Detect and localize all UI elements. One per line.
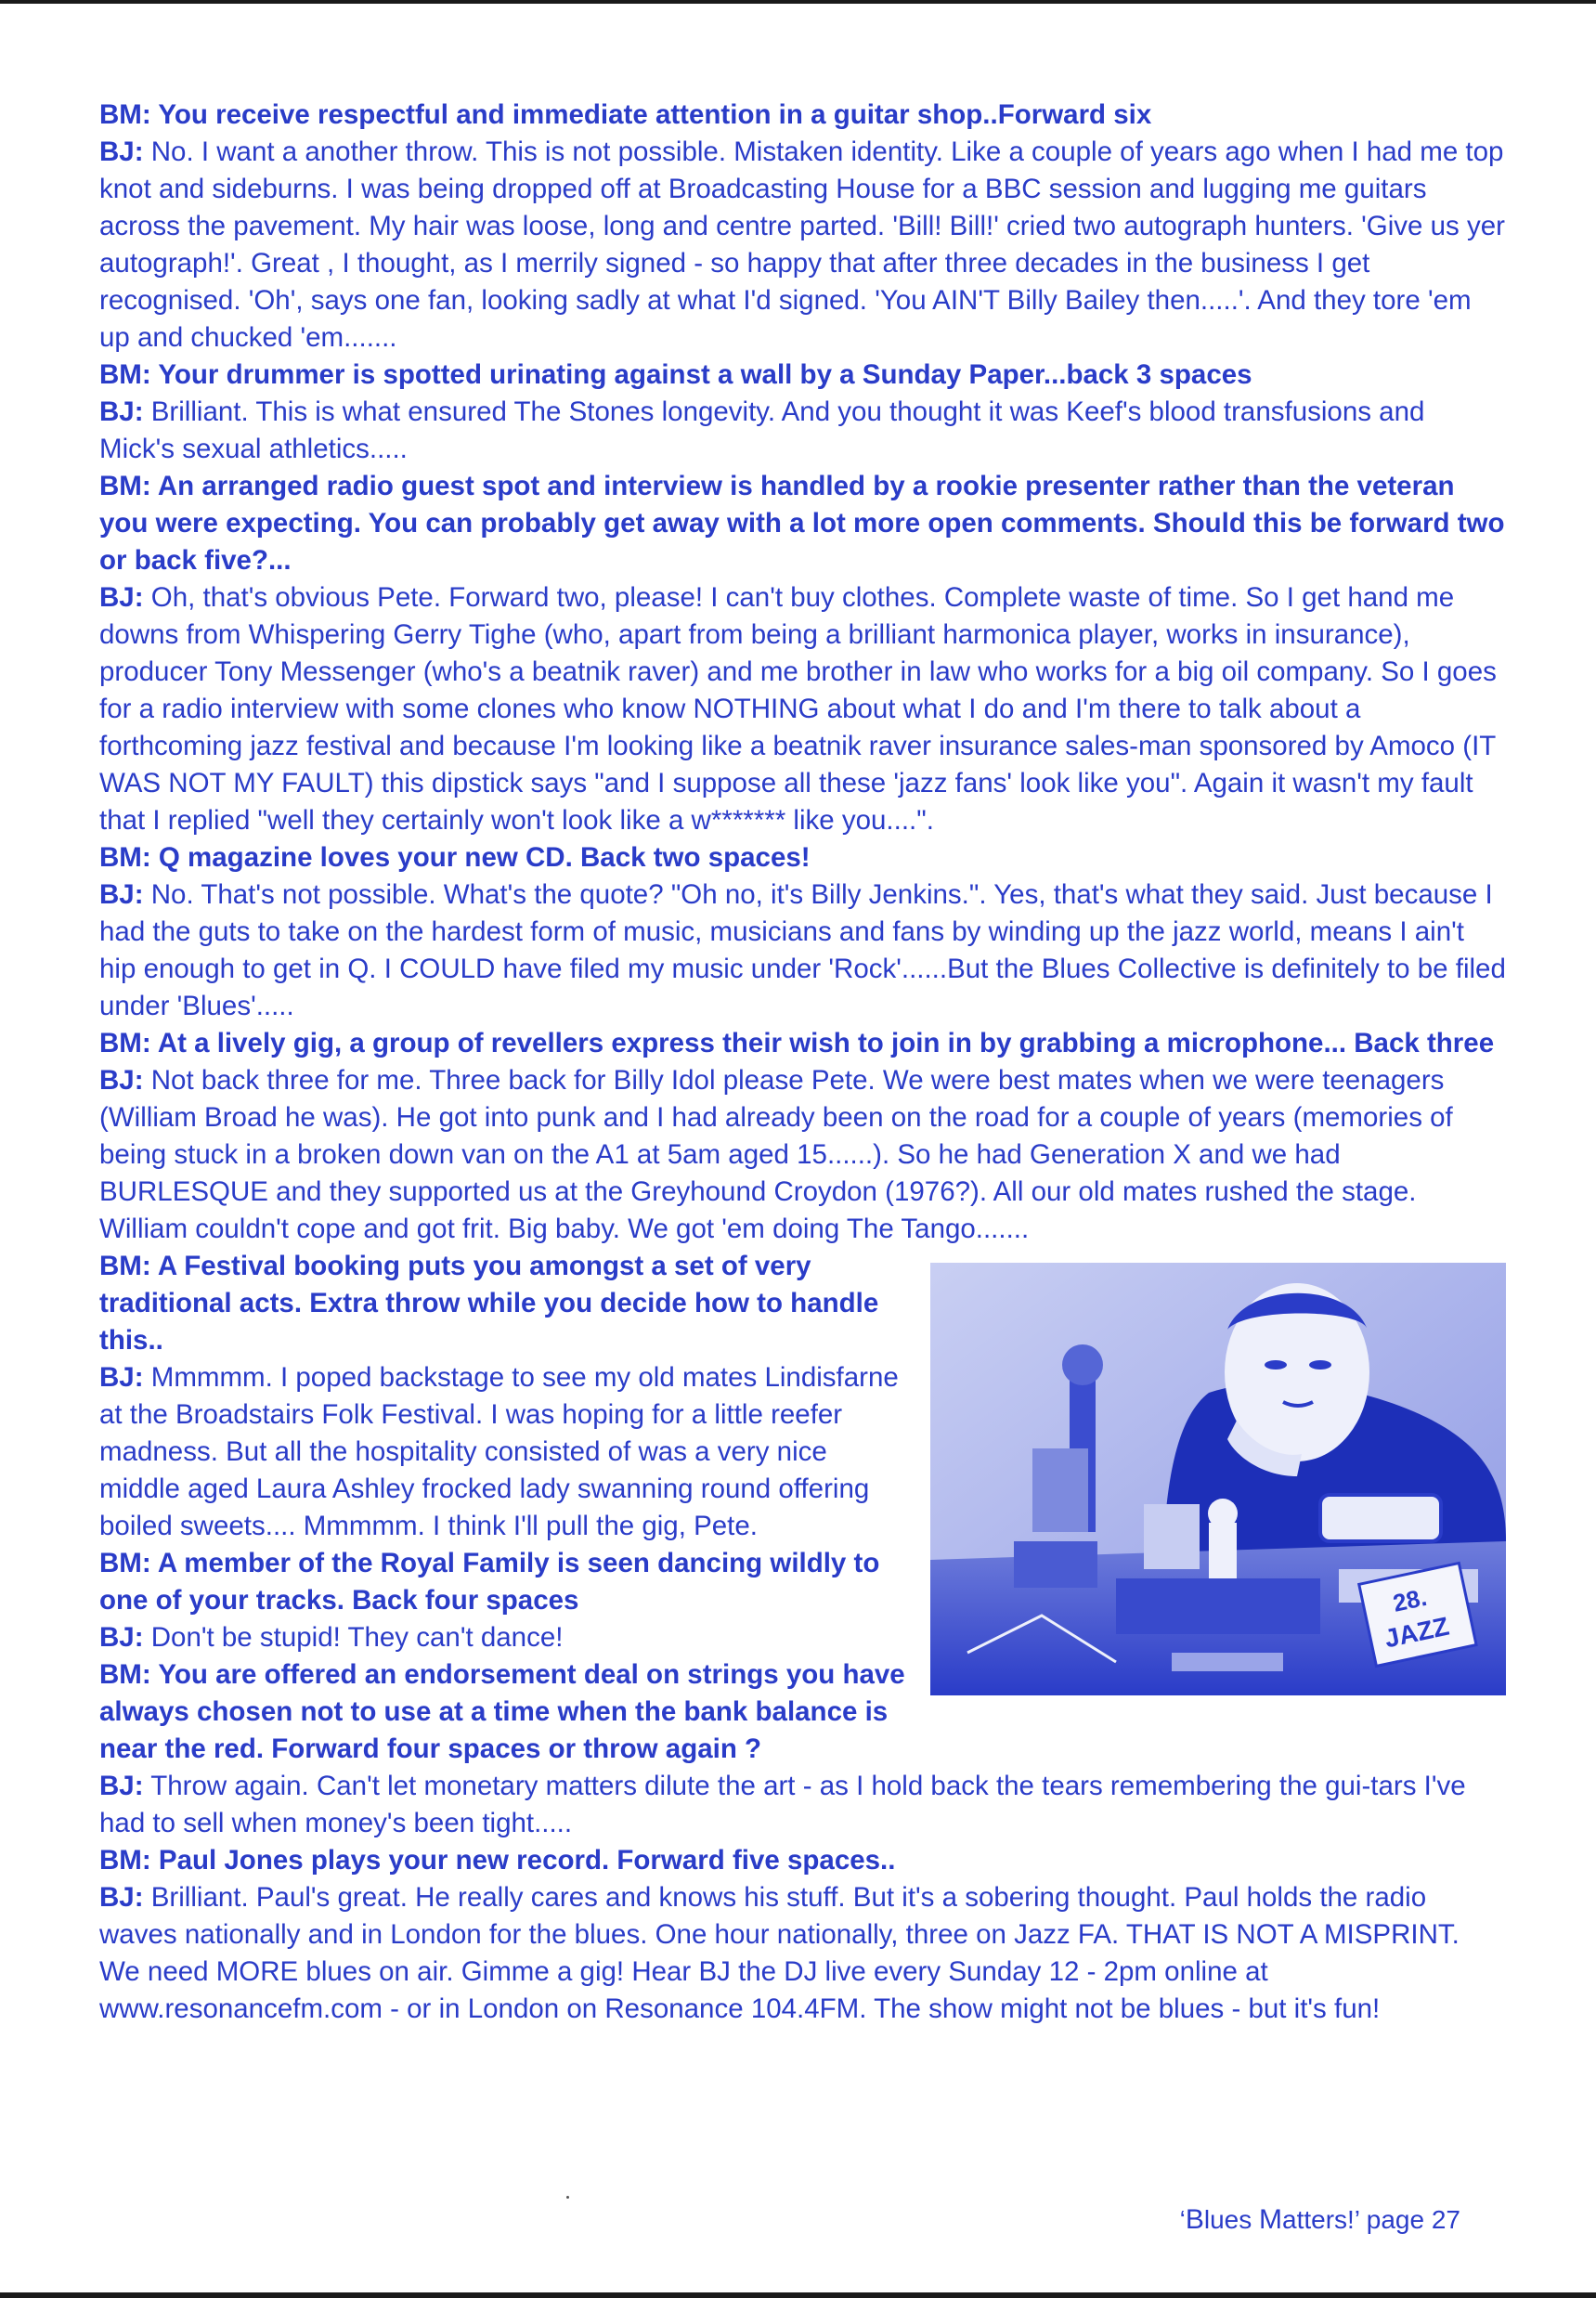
interview-question (99, 839, 1506, 876)
speaker-label: BJ: (99, 582, 144, 613)
interview-answer (99, 876, 1506, 1025)
speaker-label: BM: (99, 1659, 151, 1690)
interview-answer (99, 134, 1506, 357)
footer-lues: lues (1203, 2205, 1259, 2234)
answer-text: Don't be stupid! They can't dance! (150, 1622, 564, 1653)
speaker-label: BM: (99, 1548, 151, 1578)
interview-answer (99, 1062, 1506, 1248)
article-body (99, 97, 1506, 2028)
interview-section-top (99, 97, 1506, 1248)
question-text: Your drummer is spotted urinating against a wall by a Sunday Paper...back 3 spaces (158, 359, 1252, 390)
speaker-label: BM: (99, 471, 151, 501)
footer-m: M (1259, 2204, 1282, 2235)
speaker-label: BM: (99, 99, 151, 130)
interview-question (99, 357, 1506, 394)
answer-text: Not back three for me. Three back for Billy Idol please Pete. We were best mates when we were teenagers (William Broad he was). He got into punk and I had already been on the road for a couple of years (memories of being stuck in a broken down van on the A1 at 5am aged 15......). So he had Generation X and we had BURLESQUE and they supported us at the Greyhound Croydon (1976?). All our old mates rushed the stage. William couldn't cope and got frit. Big baby. We got 'em doing The Tango....... (99, 1065, 1453, 1244)
question-text: Q magazine loves your new CD. Back two spaces! (158, 842, 811, 873)
speaker-label: BJ: (99, 1362, 144, 1393)
photo-billy-jenkins (930, 1263, 1506, 1695)
interview-question (99, 1842, 1506, 1879)
footer-b: B (1185, 2204, 1204, 2235)
speaker-label: BM: (99, 1845, 151, 1876)
footer-open-quote: ‘ (1179, 2205, 1186, 2234)
answer-text: Brilliant. This is what ensured The Stones longevity. And you thought it was Keef's blood transfusions and Mick's sexual athletics..... (99, 396, 1425, 464)
interview-question (99, 97, 1506, 134)
page-footer (1180, 2204, 1460, 2236)
speaker-label: BM: (99, 1028, 151, 1058)
interview-question (99, 1025, 1506, 1062)
footer-page-number: page 27 (1359, 2205, 1460, 2234)
question-text: You are offered an endorsement deal on strings you have always chosen not to use at a time when the bank balance is near the red. Forward four spaces or throw again ? (99, 1659, 905, 1764)
calendar-number: 28. (1390, 1582, 1430, 1617)
speaker-label: BJ: (99, 1771, 144, 1801)
question-text: You receive respectful and immediate attention in a guitar shop..Forward six (158, 99, 1152, 130)
speaker-label: BJ: (99, 879, 144, 910)
speaker-label: BM: (99, 1251, 151, 1281)
answer-text: No. I want a another throw. This is not possible. Mistaken identity. Like a couple of years ago when I had me top knot and sideburns. I was being dropped off at Broadcasting House for a BBC session and lugging me guitars across the pavement. My hair was loose, long and centre parted. 'Bill! Bill!' cried two autograph hunters. 'Give us yer autograph!'. Great , I thought, as I merrily signed - so happy that after three decades in the business I get recognised. 'Oh', says one fan, looking sadly at what I'd signed. 'You AIN'T Billy Bailey then.....'. And they tore 'em up and chucked 'em....... (99, 136, 1505, 353)
interview-question (99, 468, 1506, 579)
question-text: At a lively gig, a group of revellers express their wish to join in by grabbing a microphone... Back three (157, 1028, 1495, 1058)
interview-answer (99, 579, 1506, 839)
question-text: A member of the Royal Family is seen dancing wildly to one of your tracks. Back four spaces (99, 1548, 880, 1616)
interview-answer (99, 1768, 1506, 1842)
photo-wrap-section (99, 1248, 1506, 2028)
answer-text: No. That's not possible. What's the quote? "Oh no, it's Billy Jenkins.". Yes, that's what they said. Just because I had the guts to take on the hardest form of music, musicians and fans by winding up the jazz world, means I ain't hip enough to get in Q. I COULD have filed my music under 'Rock'......But the Blues Collective is definitely to be filed under 'Blues'..... (99, 879, 1506, 1021)
question-text: A Festival booking puts you amongst a set of very traditional acts. Extra throw while you decide how to handle this.. (99, 1251, 879, 1356)
speaker-label: BJ: (99, 136, 144, 167)
top-rule (0, 0, 1596, 4)
speaker-label: BM: (99, 842, 151, 873)
answer-text: Oh, that's obvious Pete. Forward two, please! I can't buy clothes. Complete waste of time. So I get hand me downs from Whispering Gerry Tighe (who, apart from being a brilliant harmonica player, works in insurance), producer Tony Messenger (who's a beatnik raver) and me brother in law who works for a big oil company. So I goes for a radio interview with some clones who know NOTHING about what I do and I'm there to talk about a forthcoming jazz festival and because I'm looking like a beatnik raver insurance sales-man sponsored by Amoco (IT WAS NOT MY FAULT) this dipstick says "and I suppose all these 'jazz fans' look like you". Again it wasn't my fault that I replied "well they certainly won't look like a w******* like you....". (99, 582, 1497, 836)
question-text: Paul Jones plays your new record. Forward five spaces.. (158, 1845, 896, 1876)
calendar-word: JAZZ (1382, 1611, 1452, 1654)
footer-atters: atters!’ (1282, 2205, 1359, 2234)
interview-answer (99, 1879, 1506, 2028)
answer-text: Throw again. Can't let monetary matters dilute the art - as I hold back the tears remembering the gui-tars I've had to sell when money's been tight..... (99, 1771, 1466, 1838)
interview-answer (99, 394, 1506, 468)
speaker-label: BJ: (99, 1622, 144, 1653)
speaker-label: BJ: (99, 396, 144, 427)
speaker-label: BM: (99, 359, 151, 390)
print-speck (566, 2196, 569, 2199)
bottom-rule (0, 2292, 1596, 2298)
speaker-label: BJ: (99, 1065, 144, 1096)
answer-text: Brilliant. Paul's great. He really cares and knows his stuff. But it's a sobering thought. Paul holds the radio waves nationally and in London for the blues. One hour nationally, three on Jazz FA. THAT IS NOT A MISPRINT. We need MORE blues on air. Gimme a gig! Hear BJ the DJ live every Sunday 12 - 2pm online at www.resonancefm.com - or in London on Resonance 104.4FM. The show might not be blues - but it's fun! (99, 1882, 1460, 2024)
answer-text: Mmmmm. I poped backstage to see my old mates Lindisfarne at the Broadstairs Folk Festival. I was hoping for a little reefer madness. But all the hospitality consisted of was a very nice middle aged Laura Ashley frocked lady swanning round offering boiled sweets.... Mmmmm. I think I'll pull the gig, Pete. (99, 1362, 899, 1541)
question-text: An arranged radio guest spot and interview is handled by a rookie presenter rather than the veteran you were expecting. You can probably get away with a lot more open comments. Should this be forward two or back five?... (99, 471, 1505, 576)
speaker-label: BJ: (99, 1882, 144, 1913)
